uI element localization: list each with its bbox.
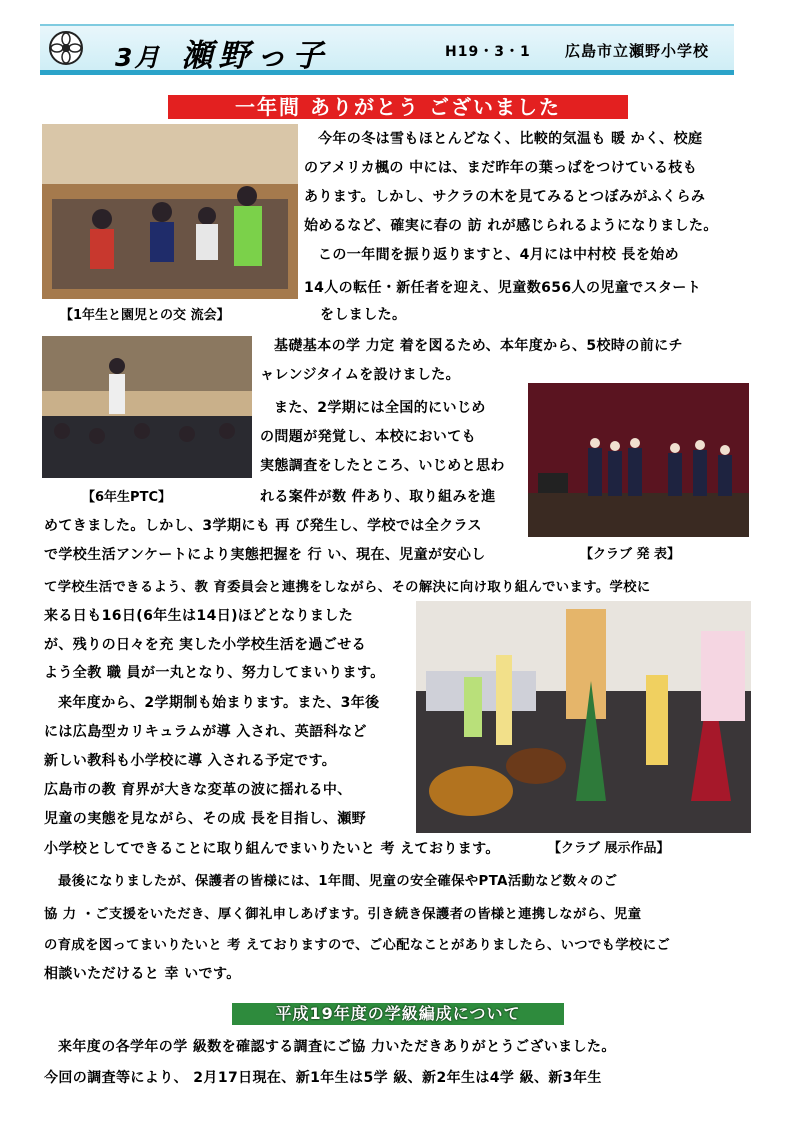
- body-line: のアメリカ楓の 中には、まだ昨年の葉っぱをつけている枝も: [304, 160, 698, 176]
- issue-date: H19・3・1: [445, 44, 531, 60]
- photo-ptc: [42, 336, 252, 478]
- body-line: 今回の調査等により、 2月17日現在、新1年生は5学 級、新2年生は4学 級、新3年生: [44, 1070, 602, 1086]
- body-line: れる案件が数 件あり、取り組みを進: [260, 489, 496, 505]
- body-line: 小学校としてできることに取り組んでまいりたいと 考 えております。: [44, 841, 500, 857]
- caption-club-performance: 【クラブ 発 表】: [580, 547, 681, 562]
- body-line: ャレンジタイムを設けました。: [260, 367, 461, 383]
- body-line: 新しい教科も小学校に導 入される予定です。: [44, 753, 337, 769]
- body-line: めてきました。しかし、3学期にも 再 び発生し、学校では全クラス: [44, 518, 482, 534]
- section-heading-thanks: 一年間 ありがとう ございました: [168, 95, 628, 119]
- body-line: 始めるなど、確実に春の 訪 れが感じられるようになりました。: [304, 218, 718, 234]
- body-line: 相談いただけると 幸 いです。: [44, 966, 241, 982]
- body-line: 14人の転任・新任者を迎え、児童数656人の児童でスタート: [304, 280, 702, 296]
- body-line: 今年の冬は雪もほとんどなく、比較的気温も 暖 かく、校庭: [318, 131, 703, 147]
- body-line: 児童の実態を見ながら、その成 長を目指し、瀬野: [44, 811, 367, 827]
- body-line: 協 力 ・ご支援をいただき、厚く御礼申しあげます。引き続き保護者の皆様と連携しながら、児童: [44, 907, 642, 922]
- photo-exchange-meeting: [42, 124, 298, 299]
- body-line: で学校生活アンケートにより実態把握を 行 い、現在、児童が安心し: [44, 547, 486, 563]
- photo-club-exhibit: [416, 601, 751, 833]
- body-line: あります。しかし、サクラの木を見てみるとつぼみがふくらみ: [304, 189, 706, 205]
- body-line: 基礎基本の学 力定 着を図るため、本年度から、5校時の前にチ: [274, 338, 683, 354]
- section-heading-class-organization: 平成19年度の学級編成について: [232, 1003, 564, 1025]
- body-line: 最後になりましたが、保護者の皆様には、1年間、児童の安全確保やPTA活動など数々のご: [58, 874, 618, 889]
- body-line: の育成を図ってまいりたいと 考 えておりますので、ご心配なことがありましたら、いつでも学校にご: [44, 938, 671, 953]
- body-line: 広島市の教 育界が大きな変革の波に揺れる中、: [44, 782, 352, 798]
- body-line: が、残りの日々を充 実した小学校生活を過ごせる: [44, 637, 367, 653]
- body-line: 来年度から、2学期制も始まります。また、3年後: [58, 695, 380, 711]
- caption-ptc: 【6年生PTC】: [82, 490, 171, 505]
- body-line: よう全教 職 員が一丸となり、努力してまいります。: [44, 665, 385, 681]
- issue-month: 3月: [115, 43, 162, 72]
- body-line: には広島型カリキュラムが導 入され、英語科など: [44, 724, 367, 740]
- photo-club-performance: [528, 383, 749, 537]
- body-line: の問題が発覚し、本校においても: [260, 429, 476, 445]
- body-line: また、2学期には全国的にいじめ: [274, 400, 486, 416]
- body-line: 来年度の各学年の学 級数を確認する調査にご協 力いただきありがとうございました。: [58, 1039, 616, 1055]
- newsletter-name: 瀬野っ子: [181, 38, 330, 74]
- newsletter-title: [115, 30, 329, 75]
- school-name: 広島市立瀬野小学校: [565, 42, 710, 60]
- body-line: 来る日も16日(6年生は14日)ほどとなりました: [44, 608, 354, 624]
- body-line: この一年間を振り返りますと、4月には中村校 長を始め: [318, 247, 680, 263]
- caption-club-exhibit: 【クラブ 展示作品】: [548, 841, 670, 856]
- body-line: て学校生活できるよう、教 育委員会と連携をしながら、その解決に向け取り組んでいます。学校に: [44, 580, 651, 595]
- body-line: をしました。: [320, 307, 407, 323]
- body-line: 実態調査をしたところ、いじめと思わ: [260, 458, 505, 474]
- caption-exchange-meeting: 【1年生と園児との交 流会】: [60, 308, 230, 323]
- school-emblem-icon: [48, 30, 84, 66]
